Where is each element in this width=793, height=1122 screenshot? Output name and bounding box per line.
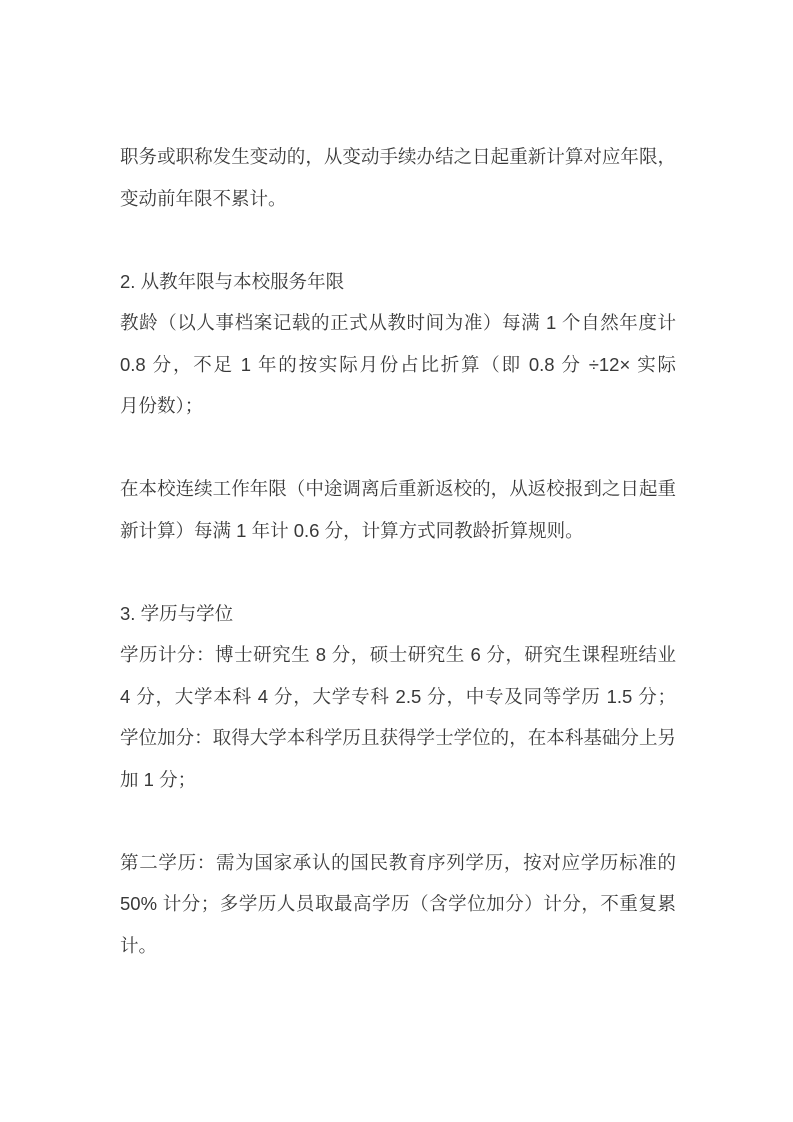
text-line: 变动前年限不累计。: [120, 187, 287, 209]
text-line: 2. 从教年限与本校服务年限: [120, 270, 345, 292]
body-paragraph: [120, 842, 676, 967]
section-heading: [120, 261, 676, 303]
text-line: 加 1 分；: [120, 768, 197, 790]
text-line: 学历计分：博士研究生 8 分，硕士研究生 6 分，研究生课程班结业: [120, 644, 676, 665]
body-paragraph: [120, 136, 676, 219]
body-paragraph: [120, 634, 676, 800]
section-heading: [120, 593, 676, 635]
text-line: 新计算）每满 1 年计 0.6 分，计算方式同教龄折算规则。: [120, 519, 584, 541]
text-line: 4 分，大学本科 4 分，大学专科 2.5 分，中专及同等学历 1.5 分；: [120, 685, 676, 707]
text-line: 计。: [120, 934, 158, 956]
text-line: 3. 学历与学位: [120, 602, 234, 624]
text-line: 50% 计分；多学历人员取最高学历（含学位加分）计分，不重复累: [120, 893, 676, 914]
text-line: 在本校连续工作年限（中途调离后重新返校的，从返校报到之日起重: [120, 478, 676, 499]
body-paragraph: [120, 468, 676, 551]
text-line: 第二学历：需为国家承认的国民教育序列学历，按对应学历标准的: [120, 851, 676, 873]
text-line: 月份数）；: [120, 395, 204, 416]
text-line: 职务或职称发生变动的，从变动手续办结之日起重新计算对应年限，: [120, 146, 676, 167]
text-line: 学位加分：取得大学本科学历且获得学士学位的，在本科基础分上另: [120, 727, 676, 748]
body-paragraph: [120, 302, 676, 427]
text-line: 0.8 分，不足 1 年的按实际月份占比折算（即 0.8 分 ÷12× 实际: [120, 353, 676, 375]
text-line: 教龄（以人事档案记载的正式从教时间为准）每满 1 个自然年度计: [120, 312, 676, 333]
